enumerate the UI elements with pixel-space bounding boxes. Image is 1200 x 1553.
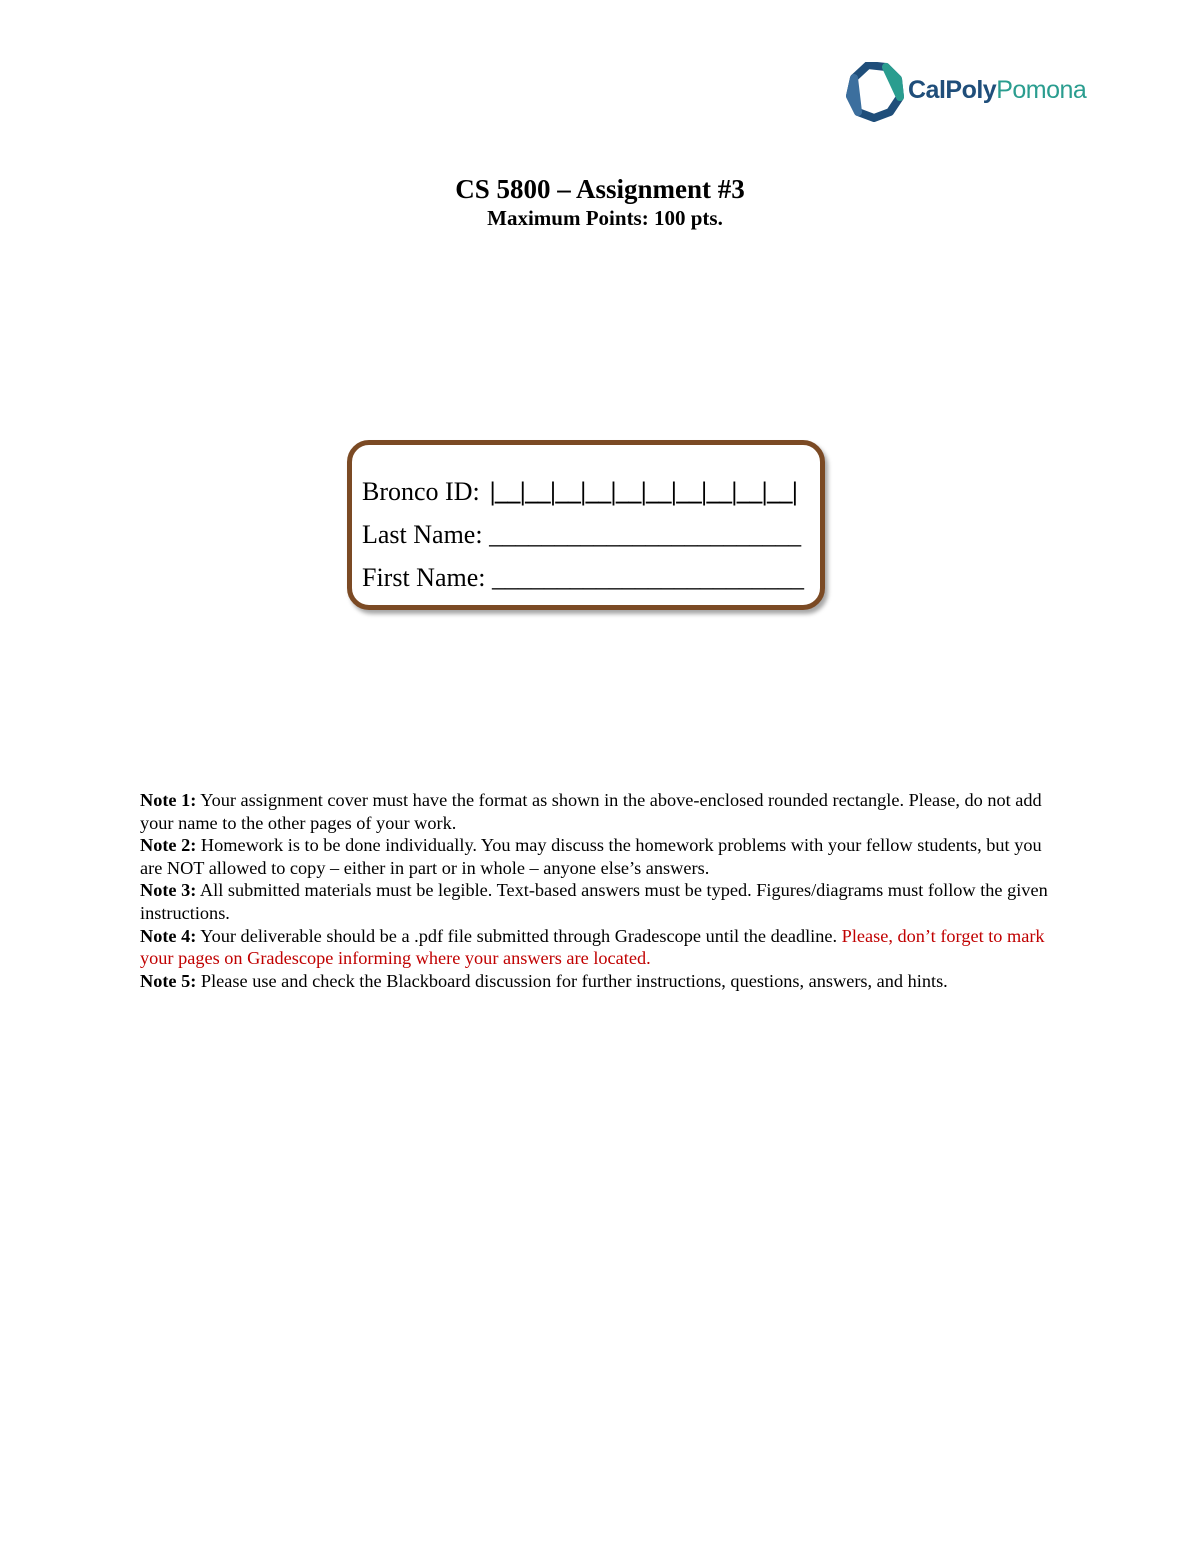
note-label: Note 3: — [140, 880, 197, 901]
note-4 — [140, 925, 1060, 970]
bronco-id-field — [362, 477, 797, 507]
logo-word-pomona: Pomona — [996, 76, 1087, 104]
note-5 — [140, 970, 1060, 993]
calpolypomona-logo — [846, 62, 1087, 124]
page-title: CS 5800 – Assignment #3 — [455, 174, 745, 204]
note-text: All submitted materials must be legible. Text-based answers must be typed. Figures/diagrams must follow the given instructions. — [140, 880, 1048, 923]
page-subtitle: Maximum Points: 100 pts. — [487, 206, 723, 230]
note-3 — [140, 879, 1060, 924]
first-name-label: First Name: — [362, 563, 486, 592]
logo-wordmark — [908, 76, 1086, 105]
note-text: Your assignment cover must have the format as shown in the above-enclosed rounded rectangle. Please, do not add your name to the other pages of your work. — [140, 790, 1042, 833]
bronco-id-label: Bronco ID: — [362, 477, 480, 506]
notes-section — [140, 789, 1060, 992]
logo-word-calpoly: CalPoly — [908, 76, 997, 104]
note-text: Your deliverable should be a .pdf file submitted through Gradescope until the deadline. — [200, 925, 838, 946]
last-name-blank: ________________________ — [489, 520, 802, 549]
first-name-blank: ________________________ — [492, 563, 804, 592]
note-1 — [140, 789, 1060, 834]
note-label: Note 1: — [140, 790, 197, 810]
last-name-label: Last Name: — [362, 520, 483, 549]
note-text: Homework is to be done individually. You may discuss the homework problems with your fellow students, but you are NOT allowed to copy – either in part or in whole – anyone else’s answers. — [140, 835, 1042, 878]
note-2 — [140, 834, 1060, 879]
note-highlight: Please, don’t forget to mark your pages on Gradescope informing where your answers are located. — [140, 925, 1045, 969]
note-label: Note 2: — [140, 835, 197, 856]
note-label: Note 5: — [140, 970, 197, 991]
note-label: Note 4: — [140, 925, 197, 946]
student-id-box — [347, 440, 825, 610]
bronco-id-slots: |__|__|__|__|__|__|__|__|__|__| — [489, 477, 798, 506]
cpp-octagon-icon — [846, 62, 904, 124]
first-name-field — [362, 563, 804, 593]
last-name-field — [362, 520, 801, 550]
note-text: Please use and check the Blackboard discussion for further instructions, questions, answers, and hints. — [200, 970, 948, 991]
